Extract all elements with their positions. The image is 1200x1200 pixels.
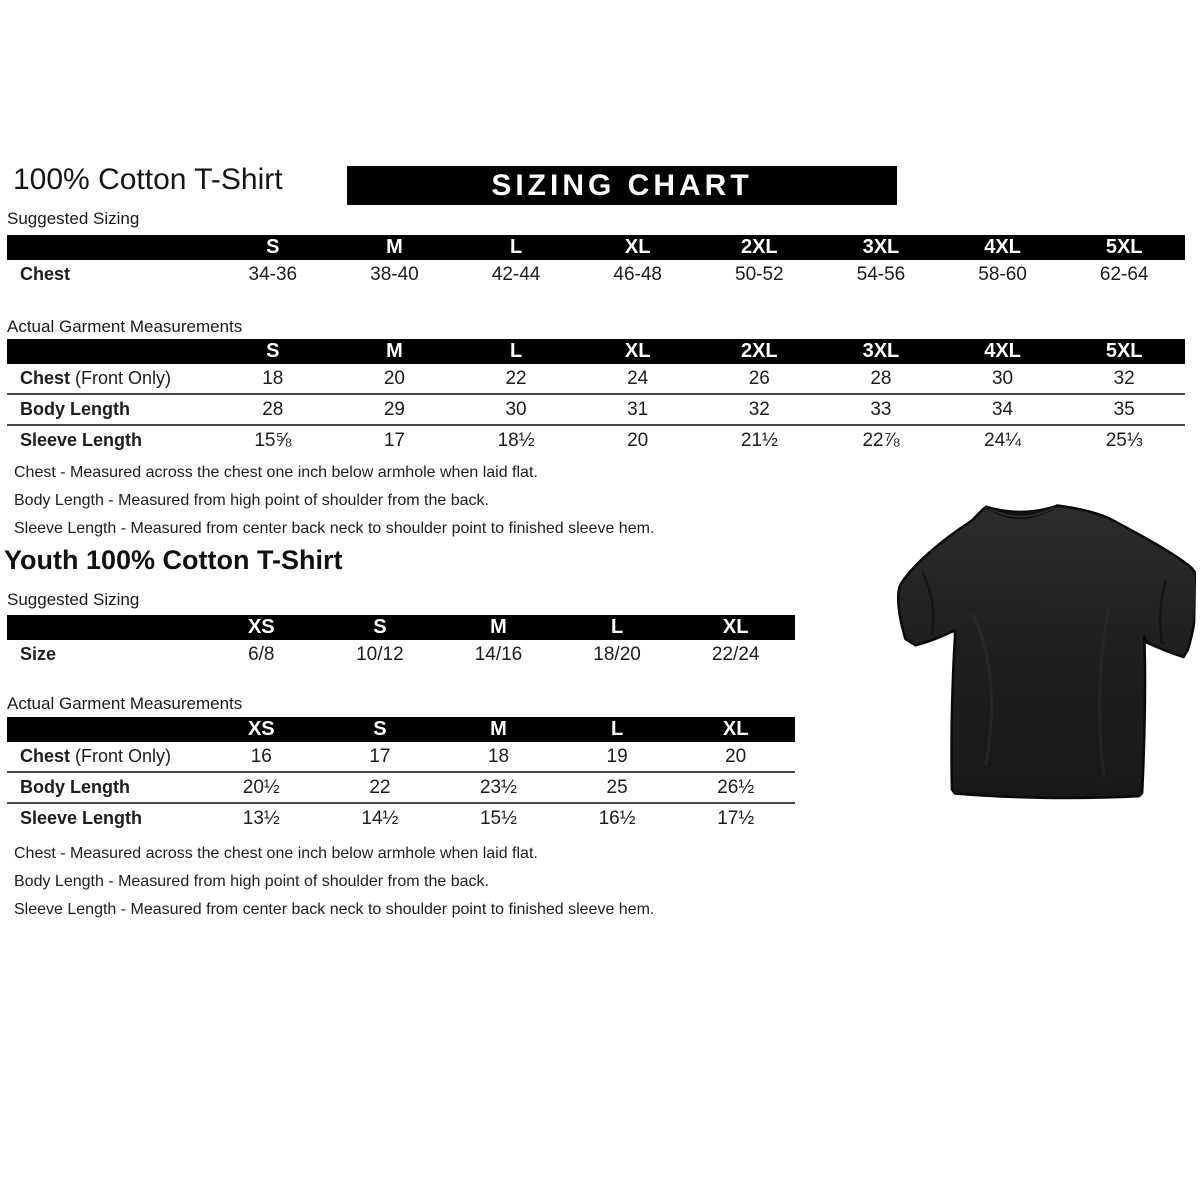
size-column-header: XL: [676, 717, 795, 742]
measurement-cell: 26½: [676, 772, 795, 803]
table-row: [7, 640, 795, 669]
measurement-cell: 15⅝: [212, 425, 334, 455]
table-row: [7, 260, 1185, 289]
size-column-header: M: [439, 615, 558, 640]
sizing-chart-banner: [347, 166, 897, 205]
table-row: [7, 742, 795, 772]
row-label-header: [7, 615, 202, 640]
size-column-header: M: [439, 717, 558, 742]
measurement-cell: 17: [334, 425, 456, 455]
size-column-header: XL: [577, 339, 699, 364]
size-column-header: S: [321, 615, 440, 640]
measurement-cell: 22: [505, 367, 527, 389]
size-column-header: XS: [202, 615, 321, 640]
measurement-cell: 21½: [699, 425, 821, 455]
size-column-header: 5XL: [1063, 235, 1185, 260]
measurement-cell: 14½: [321, 803, 440, 833]
row-label: Body Length: [7, 772, 202, 803]
table-row: [7, 803, 795, 833]
measurement-cell: 22: [321, 772, 440, 803]
measurement-cell: 31: [577, 394, 699, 425]
measurement-cell: 30: [991, 367, 1014, 389]
measurement-cell: 22/24: [711, 643, 760, 665]
size-column-header: L: [455, 339, 577, 364]
row-label: Size: [20, 644, 57, 664]
measurement-cell: 25⅓: [1063, 425, 1185, 455]
measurement-cell: 10/12: [356, 643, 404, 665]
measurement-cell: 42-44: [491, 263, 541, 285]
measurement-cell: 29: [334, 394, 456, 425]
youth-measurement-notes: [14, 840, 654, 924]
measurement-cell: 62-64: [1099, 263, 1149, 285]
size-column-header: L: [455, 235, 577, 260]
row-label: Chest: [20, 264, 71, 284]
measurement-cell: 20: [725, 745, 747, 767]
measurement-cell: 30: [455, 394, 577, 425]
youth-section-title: Youth 100% Cotton T-Shirt: [4, 545, 343, 575]
row-label-header: [7, 717, 202, 742]
row-label-header: [7, 235, 212, 260]
size-column-header: M: [334, 339, 456, 364]
measurement-cell: 54-56: [856, 263, 906, 285]
measurement-cell: 22⅞: [820, 425, 942, 455]
size-column-header: 3XL: [820, 339, 942, 364]
measurement-cell: 38-40: [370, 263, 419, 285]
note-sleeve-length: Sleeve Length - Measured from center back neck to shoulder point to finished sleeve hem.: [14, 520, 655, 537]
row-label: Chest (Front Only): [20, 368, 172, 388]
note-body-length: Body Length - Measured from high point of shoulder from the back.: [14, 492, 489, 509]
measurement-cell: 20: [383, 367, 405, 389]
measurement-cell: 46-48: [613, 263, 662, 285]
tshirt-body: [895, 503, 1197, 800]
youth-suggested-sizing-table: [7, 615, 795, 669]
table-row: [7, 772, 795, 803]
measurement-cell: 14/16: [474, 643, 523, 665]
size-column-header: 3XL: [820, 235, 942, 260]
measurement-cell: 32: [699, 394, 821, 425]
measurement-cell: 6/8: [248, 643, 275, 665]
row-label: Chest (Front Only): [20, 746, 172, 766]
note-chest: Chest - Measured across the chest one inch below armhole when laid flat.: [14, 845, 538, 862]
size-column-header: M: [334, 235, 456, 260]
size-column-header: XL: [676, 615, 795, 640]
measurement-cell: 18/20: [593, 643, 641, 665]
measurement-cell: 32: [1113, 367, 1135, 389]
measurement-cell: 28: [870, 367, 892, 389]
row-label: Body Length: [7, 394, 212, 425]
measurement-cell: 24: [627, 367, 649, 389]
sizing-chart-banner-label: SIZING CHART: [491, 168, 753, 202]
measurement-cell: 20: [577, 425, 699, 455]
size-column-header: XL: [577, 235, 699, 260]
measurement-cell: 16: [250, 745, 272, 767]
row-label-header: [7, 339, 212, 364]
table-row: [7, 394, 1185, 425]
adult-suggested-sizing-table: [7, 235, 1185, 289]
measurement-cell: 17½: [676, 803, 795, 833]
youth-actual-measurements-table: [7, 717, 795, 833]
note-chest: Chest - Measured across the chest one inch below armhole when laid flat.: [14, 464, 538, 481]
size-column-header: S: [212, 339, 334, 364]
size-column-header: S: [321, 717, 440, 742]
measurement-cell: 17: [369, 745, 391, 767]
measurement-cell: 23½: [439, 772, 558, 803]
tshirt-illustration: [889, 471, 1198, 819]
table-row: [7, 425, 1185, 455]
size-column-header: L: [558, 615, 677, 640]
measurement-cell: 24¼: [942, 425, 1064, 455]
adult-suggested-sizing-heading: Suggested Sizing: [7, 209, 140, 228]
measurement-cell: 50-52: [735, 263, 784, 285]
size-column-header: 4XL: [942, 235, 1064, 260]
black-tshirt-photo: [889, 471, 1198, 819]
measurement-cell: 26: [748, 367, 770, 389]
measurement-cell: 18: [487, 745, 510, 767]
measurement-cell: 35: [1063, 394, 1185, 425]
adult-actual-measurements-heading: Actual Garment Measurements: [7, 317, 243, 336]
measurement-cell: 19: [606, 745, 628, 767]
measurement-cell: 20½: [202, 772, 321, 803]
size-column-header: L: [558, 717, 677, 742]
youth-actual-measurements-heading: Actual Garment Measurements: [7, 694, 243, 713]
size-column-header: 2XL: [699, 339, 821, 364]
measurement-cell: 15½: [439, 803, 558, 833]
measurement-cell: 34-36: [248, 263, 298, 285]
note-sleeve-length: Sleeve Length - Measured from center back neck to shoulder point to finished sleeve hem.: [14, 901, 655, 918]
measurement-cell: 18½: [455, 425, 577, 455]
size-column-header: 4XL: [942, 339, 1064, 364]
measurement-cell: 28: [212, 394, 334, 425]
measurement-cell: 16½: [558, 803, 677, 833]
measurement-cell: 34: [942, 394, 1064, 425]
measurement-cell: 18: [262, 367, 284, 389]
row-label: Sleeve Length: [7, 425, 212, 455]
measurement-cell: 25: [558, 772, 677, 803]
measurement-cell: 33: [820, 394, 942, 425]
size-column-header: 2XL: [699, 235, 821, 260]
measurement-cell: 13½: [202, 803, 321, 833]
youth-suggested-sizing-heading: Suggested Sizing: [7, 590, 140, 609]
size-column-header: 5XL: [1063, 339, 1185, 364]
row-label: Sleeve Length: [7, 803, 202, 833]
size-column-header: S: [212, 235, 334, 260]
table-row: [7, 364, 1185, 394]
measurement-cell: 58-60: [978, 263, 1027, 285]
size-column-header: XS: [202, 717, 321, 742]
page-title: 100% Cotton T-Shirt: [13, 163, 283, 196]
adult-actual-measurements-table: [7, 339, 1185, 455]
adult-measurement-notes: [14, 459, 654, 543]
note-body-length: Body Length - Measured from high point of shoulder from the back.: [14, 873, 489, 890]
